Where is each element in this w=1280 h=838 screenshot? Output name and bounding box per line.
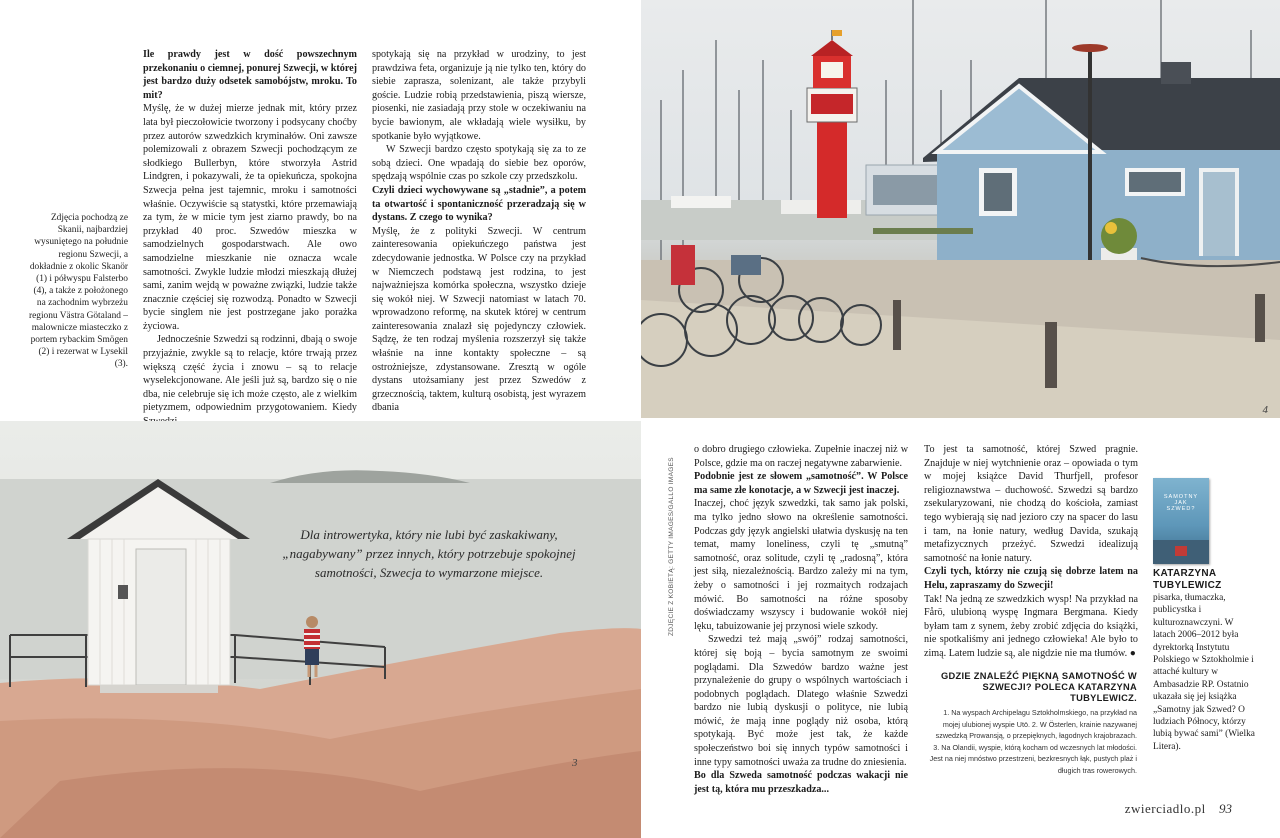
paragraph: Myślę, że w dużej mierze jednak mit, który przez lata był pieczołowicie tworzony i podsycany choćby przez autorów szwedzkich kryminałów. Oni zawsze polemizowali z obrazem Szwecji pochodzącym ze słodkiego Bullerbyn, które stworzyła Astrid Lindgren, i pokazywali, że ta opiekuńcza, spokojna Szwecja pełna jest tajemnic, mroku i samotności właśnie. Oczywiście są statystki, które przemawiają za tym, że w micie tym jest ziarno prawdy, bo na przykład 40 proc. Szwedów mieszka w samodzielnych gospodarstwach. Ale owo samodzielne mieszkanie nie oznacza wcale samotności. Zwykle ludzie młodzi mieszkają dłużej sami, zanim wejdą w poważne związki, ludzie także znacznie częściej się rozwodzą. Ponadto w Szwecji bycie singlem nie jest postrzegane jako porażka życiowa. [143, 103, 357, 332]
harbor-illustration [641, 0, 1280, 418]
text-column-3 [694, 443, 908, 796]
paragraph: Myślę, że z polityki Szwecji. W centrum zainteresowania opiekuńczego państwa jest zdecydowanie jednostka. W Polsce czy na przykład w Niemczech podstawą jest rodzina, to jest najważniejsza komórka społeczna, wszystko dzieje się wokół niej. W Szwecji natomiast w latach 70. wprowadzono reformę, na skutek której w centrum zainteresowania znalazł się pojedynczy człowiek. Sądzę, że ten rodzaj myślenia rozszerzył się także właśnie na inne kontakty społeczne – są ostrożniejsze, zdystansowane. Zresztą w ogóle dystans utożsamiany jest przez Szwedów z grzecznością, taktem, kulturą osobistą, jest wyrazem dbania [372, 225, 586, 414]
paragraph: Jednocześnie Szwedzi są rodzinni, dbają o swoje przyjaźnie, zwykle są to relacje, które trwają przez większą część życia i znowu – są to relacje wyselekcjonowane. Ale jeśli już są, bardzo się o nie dba, nie celebruje się ich może często, ale z wielkim pietyzmem, odpowiednim przygotowaniem. Kiedy [143, 334, 357, 414]
paragraph: Inaczej, choć język szwedzki, tak samo jak polski, ma tylko jedno słowo na określenie samotności. Podczas gdy język angielski ułatwia dyskusję na ten temat, mamy loneliness, czyli tę „smutną” samotność, oraz solitude, czyli tę „radosną”, która jest siłą, niezależnością. Bardzo zależy mi na tym, żeby o samotności i jej rozmaitych rodzajach mówić. Bo samotności na różne sposoby doświadczamy wszyscy i budowanie wokół niej lęku, tabuizowanie jej przynosi wiele szkody. [694, 498, 908, 632]
text-column-4 [924, 443, 1138, 661]
photo-credit: ZDJĘCIE Z KOBIETĄ: GETTY IMAGES/GALLO IMAGES [668, 457, 675, 636]
author-name-line2: TUBYLEWICZ [1153, 580, 1222, 591]
interview-question: Podobnie jest ze słowem „samotność”. W Polsce ma same złe konotacje, a w Szwecji jest inaczej. [694, 471, 908, 496]
travel-tip-item: 3. Na Olandii, wyspie, którą kocham od wczesnych lat młodości. Jest na niej mnóstwo przestrzeni, bezkresnych łąk, pustych plaż i długich tras rowerowych. [929, 742, 1137, 775]
travel-tips-box [925, 671, 1137, 776]
author-bio [1153, 568, 1258, 753]
page-number: 93 [1219, 801, 1232, 816]
travel-tips-title: GDZIE ZNALEŹĆ PIĘKNĄ SAMOTNOŚĆ W SZWECJI? POLECA KATARZYNA TUBYLEWICZ. [940, 671, 1137, 703]
text-column-1 [143, 48, 357, 429]
paragraph: Tak! Na jedną ze szwedzkich wysp! Na przykład na Fårö, ulubioną wyspę Ingmara Bergmana. Kiedy byłam tam z synem, żeby zrobić zdjęcia do książki, nie spotkaliśmy ani jednego człowieka! Ale było to zimą. Latem ludzie są, ale nigdzie nie ma tłumów. ● [924, 593, 1138, 659]
interview-question: Ile prawdy jest w dość powszechnym przekonaniu o ciemnej, ponurej Szwecji, w której jest bardzo duży odsetek samobójstw, mroku. To mit? [143, 49, 357, 101]
paragraph: spotykają się na przykład w urodziny, to jest prawdziwa feta, organizuje ją nie tylko ten, który do siebie zaprasza, solenizant, ale także przybyli goście. Ludzie robią przedstawienia, piszą wiersze, piosenki, nie zasiadają przy stole w oczekiwaniu na bycie bawionym, ale wkładają wiele wysiłku, by spotkanie było wyjątkowe. [372, 49, 586, 142]
paragraph: o dobro drugiego człowieka. Zupełnie inaczej niż w Polsce, gdzie ma on raczej negatywne zabarwienie. [694, 444, 908, 469]
photo-number-cliff: 3 [572, 757, 578, 769]
book-title-line1: SAMOTNY [1163, 494, 1199, 500]
photo-number-harbor: 4 [1262, 404, 1268, 416]
author-bio-text: pisarka, tłumaczka, publicystka i kulturoznawczyni. W latach 2006–2012 była dyrektorką Instytutu Polskiego w Sztokholmie i attaché kultury w Ambasadzie RP. Ostatnio ukazała się jej książka „Samotny jak Szwed? O ludziach Północy, którzy lubią bywać sami” (Wielka Litera). [1153, 593, 1255, 752]
book-cover [1153, 478, 1209, 564]
interview-question: Czyli tych, którzy nie czują się dobrze latem na Helu, zapraszamy do Szwecji! [924, 566, 1138, 591]
harbor-photo [641, 0, 1280, 418]
magazine-site[interactable]: zwierciadlo.pl [1124, 801, 1206, 816]
interview-question: Czyli dzieci wychowywane są „stadnie”, a potem ta otwartość i spontaniczność przeradzają się w dystans. Z czego to wynika? [372, 184, 586, 224]
cliff-illustration [0, 421, 641, 838]
paragraph: W Szwecji bardzo często spotykają się za to ze sobą dzieci. One wpadają do siebie bez oporów, spędzają wspólnie czas po szkole czy przedszkolu. [372, 144, 586, 183]
photo-caption: Zdjęcia pochodzą ze Skanii, najbardziej wysuniętego na południe regionu Szwecji, a dokładnie z okolic Skanör (1) i półwyspu Falsterbo (4), a także z położonego na zachodnim wybrzeżu regionu Västra Götaland – malownicze miasteczko z portem rybackim Smögen (2) i rezerwat w Lysekil (3). [28, 213, 128, 370]
book-title-line2: JAK [1174, 500, 1188, 506]
travel-tip-item: 1. Na wyspach Archipelagu Sztokholmskiego, na przykład na mojej ulubionej wyspie Utö. 2. W Österlen, krainie nazywanej szwedzką Prowansją, o przepięknych, łagodnych krajobrazach. [935, 708, 1137, 740]
book-title-line3: SZWED? [1166, 506, 1196, 512]
page-footer [1125, 801, 1232, 817]
pull-quote: Dla introwertyka, który nie lubi być zaskakiwany, „nagabywany” przez innych, który potrzebuje spokojnej samotności, Szwecja to wymarzone miejsce. [282, 527, 576, 580]
cliff-photo [0, 421, 641, 838]
author-name-line1: KATARZYNA [1153, 568, 1217, 579]
paragraph: Szwedzi też mają „swój” rodzaj samotności, której się boją – bycia samotnym ze swoimi poglądami. Dla Szwedów bardzo ważne jest przynależenie do grupy o wspólnych wartościach i podobnych poglądach. Dlatego właśnie Szwedzi bardzo nie lubią dyskusji o polityce, nie lubią mówić, że mają inne poglądy niż osoba, którą spotykają. Być może jest tak, że każde społeczeństwo boi się innych typów samotności i inne typy samotności uważa za trudne do zniesienia. [694, 634, 908, 768]
interview-question: Bo dla Szweda samotność podczas wakacji nie jest tą, która mu przeszkadza... [694, 770, 908, 795]
text-column-2 [372, 48, 586, 415]
paragraph: To jest ta samotność, której Szwed pragnie. Znajduje w niej wytchnienie oraz – opowiada o tym w mojej książce David Thurfjell, profesor religioznawstwa – duchowość. Szwedzi są bardzo zsekularyzowani, nie chodzą do kościoła, zamiast tego wybierają się nad jezioro czy na spacer do lasu i tam, na łonie natury, według Davida, szukają metafizycznych przeżyć. Szwedzi idealizują samotność na łonie natury. [924, 444, 1138, 564]
book-cover-house [1175, 546, 1187, 556]
